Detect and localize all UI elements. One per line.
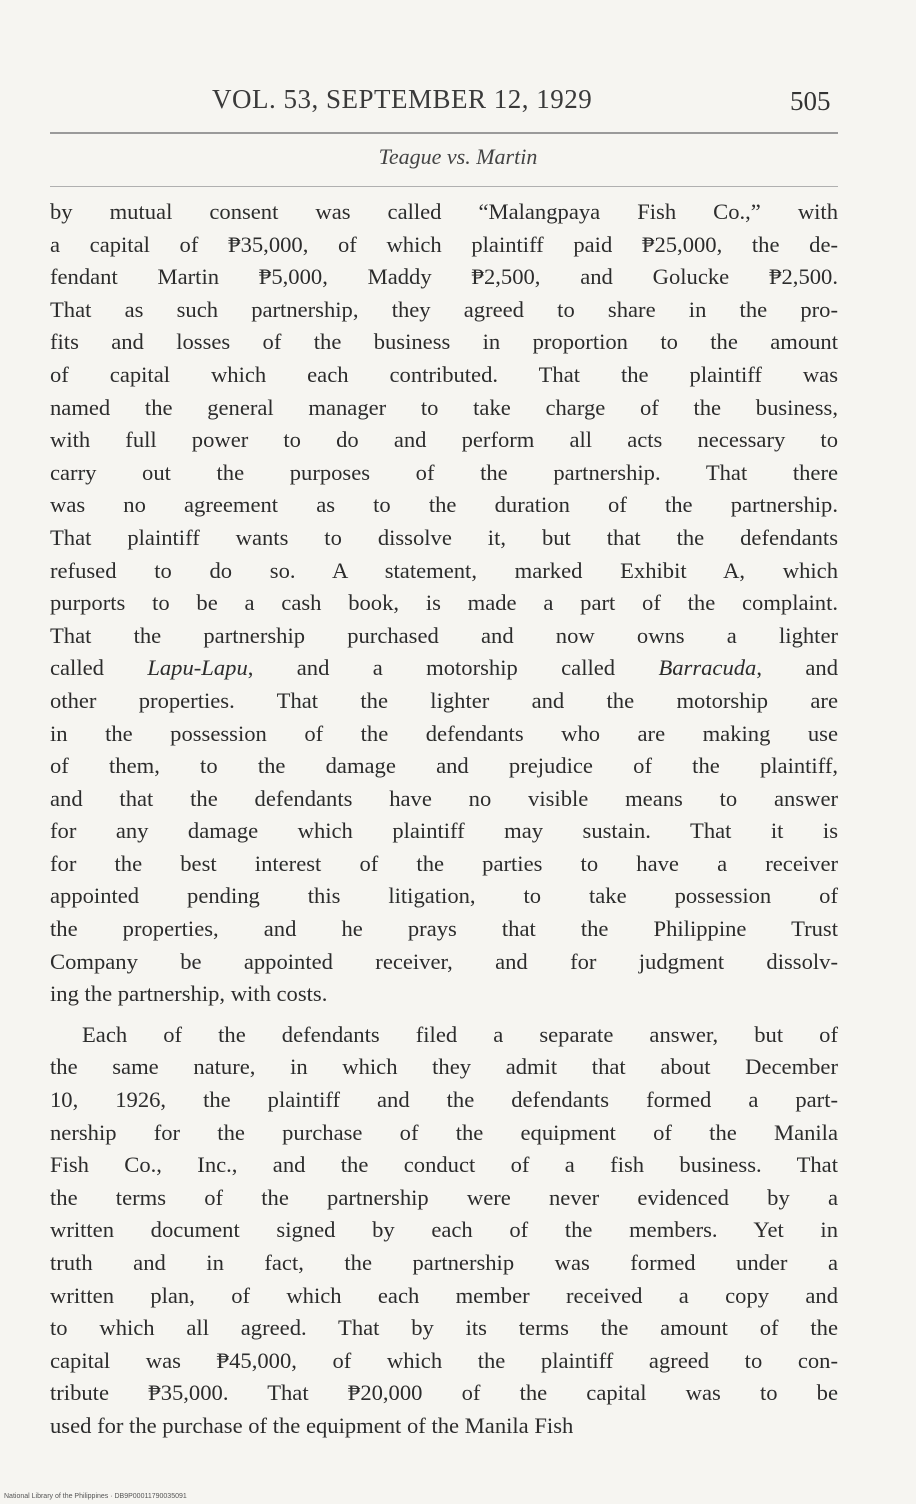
text-line: with full power to do and perform all acts necessary to [50, 427, 838, 453]
text-line: Fish Co., Inc., and the conduct of a fish business. That [50, 1152, 838, 1178]
text-line: by mutual consent was called “Malangpaya Fish Co.,” with [50, 199, 838, 224]
text-line: purports to be a cash book, is made a part of the complaint. [50, 590, 838, 616]
text-line: written plan, of which each member received a copy and [50, 1282, 838, 1308]
text-segment: called [50, 655, 148, 681]
text-line [50, 652, 838, 685]
text-line: That the partnership purchased and now owns a lighter [50, 622, 838, 648]
vessel-name: Barracuda [658, 655, 757, 681]
title-rule [50, 186, 838, 187]
text-line: the terms of the partnership were never evidenced by a [50, 1184, 838, 1210]
text-line: nership for the purchase of the equipment of the Manila [50, 1119, 838, 1145]
text-line: for any damage which plaintiff may sustain. That it is [50, 818, 838, 844]
text-line: a capital of ₱35,000, of which plaintiff paid ₱25,000, the de- [50, 231, 838, 257]
text-segment: , and a motorship called [247, 655, 659, 681]
text-line: written document signed by each of the members. Yet in [50, 1217, 838, 1243]
vessel-name: Lapu-Lapu [147, 655, 248, 681]
text-segment: , and [756, 655, 838, 681]
text-line: fendant Martin ₱5,000, Maddy ₱2,500, and Golucke ₱2,500. [50, 264, 838, 290]
header-rule [50, 132, 838, 134]
text-line: That as such partnership, they agreed to share in the pro- [50, 296, 838, 322]
paragraph-1 [50, 196, 838, 1011]
text-line: was no agreement as to the duration of the partnership. [50, 492, 838, 518]
running-head: VOL. 53, SEPTEMBER 12, 1929 [212, 84, 593, 114]
text-line: 10, 1926, the plaintiff and the defendants formed a part- [50, 1087, 838, 1113]
text-line: to which all agreed. That by its terms the amount of the [50, 1315, 838, 1341]
text-line: tribute ₱35,000. That ₱20,000 of the capital was to be [50, 1380, 838, 1406]
text-line: fits and losses of the business in proportion to the amount [50, 329, 838, 355]
text-line: used for the purchase of the equipment of the Manila Fish [50, 1412, 574, 1438]
text-line: Each of the defendants filed a separate answer, but of [82, 1021, 838, 1047]
text-line: truth and in fact, the partnership was formed under a [50, 1250, 838, 1275]
text-line: the same nature, in which they admit that about December [50, 1054, 838, 1080]
paragraph-2 [50, 1019, 838, 1443]
text-line: and that the defendants have no visible means to answer [50, 785, 838, 811]
text-line: in the possession of the defendants who are making use [50, 720, 838, 746]
text-line: carry out the purposes of the partnership. That there [50, 459, 838, 485]
text-line: Company be appointed receiver, and for judgment dissolv- [50, 948, 838, 974]
text-line: for the best interest of the parties to have a receiver [50, 850, 838, 876]
text-line: other properties. That the lighter and the motorship are [50, 687, 838, 713]
text-line: capital was ₱45,000, of which the plaintiff agreed to con- [50, 1347, 838, 1373]
text-line: named the general manager to take charge of the business, [50, 394, 838, 420]
page-number: 505 [790, 86, 831, 116]
case-title: Teague vs. Martin [378, 144, 538, 169]
source-footer: National Library of the Philippines · DB9P00011790035091 [4, 1493, 187, 1500]
text-line: of capital which each contributed. That the plaintiff was [50, 361, 838, 387]
text-line: the properties, and he prays that the Philippine Trust [50, 916, 838, 942]
text-line: refused to do so. A statement, marked Exhibit A, which [50, 557, 838, 583]
text-line: ing the partnership, with costs. [50, 981, 328, 1007]
text-line: appointed pending this litigation, to take possession of [50, 883, 838, 909]
text-line: of them, to the damage and prejudice of the plaintiff, [50, 753, 838, 779]
body-text [50, 196, 838, 1443]
text-line: That plaintiff wants to dissolve it, but that the defendants [50, 524, 838, 550]
